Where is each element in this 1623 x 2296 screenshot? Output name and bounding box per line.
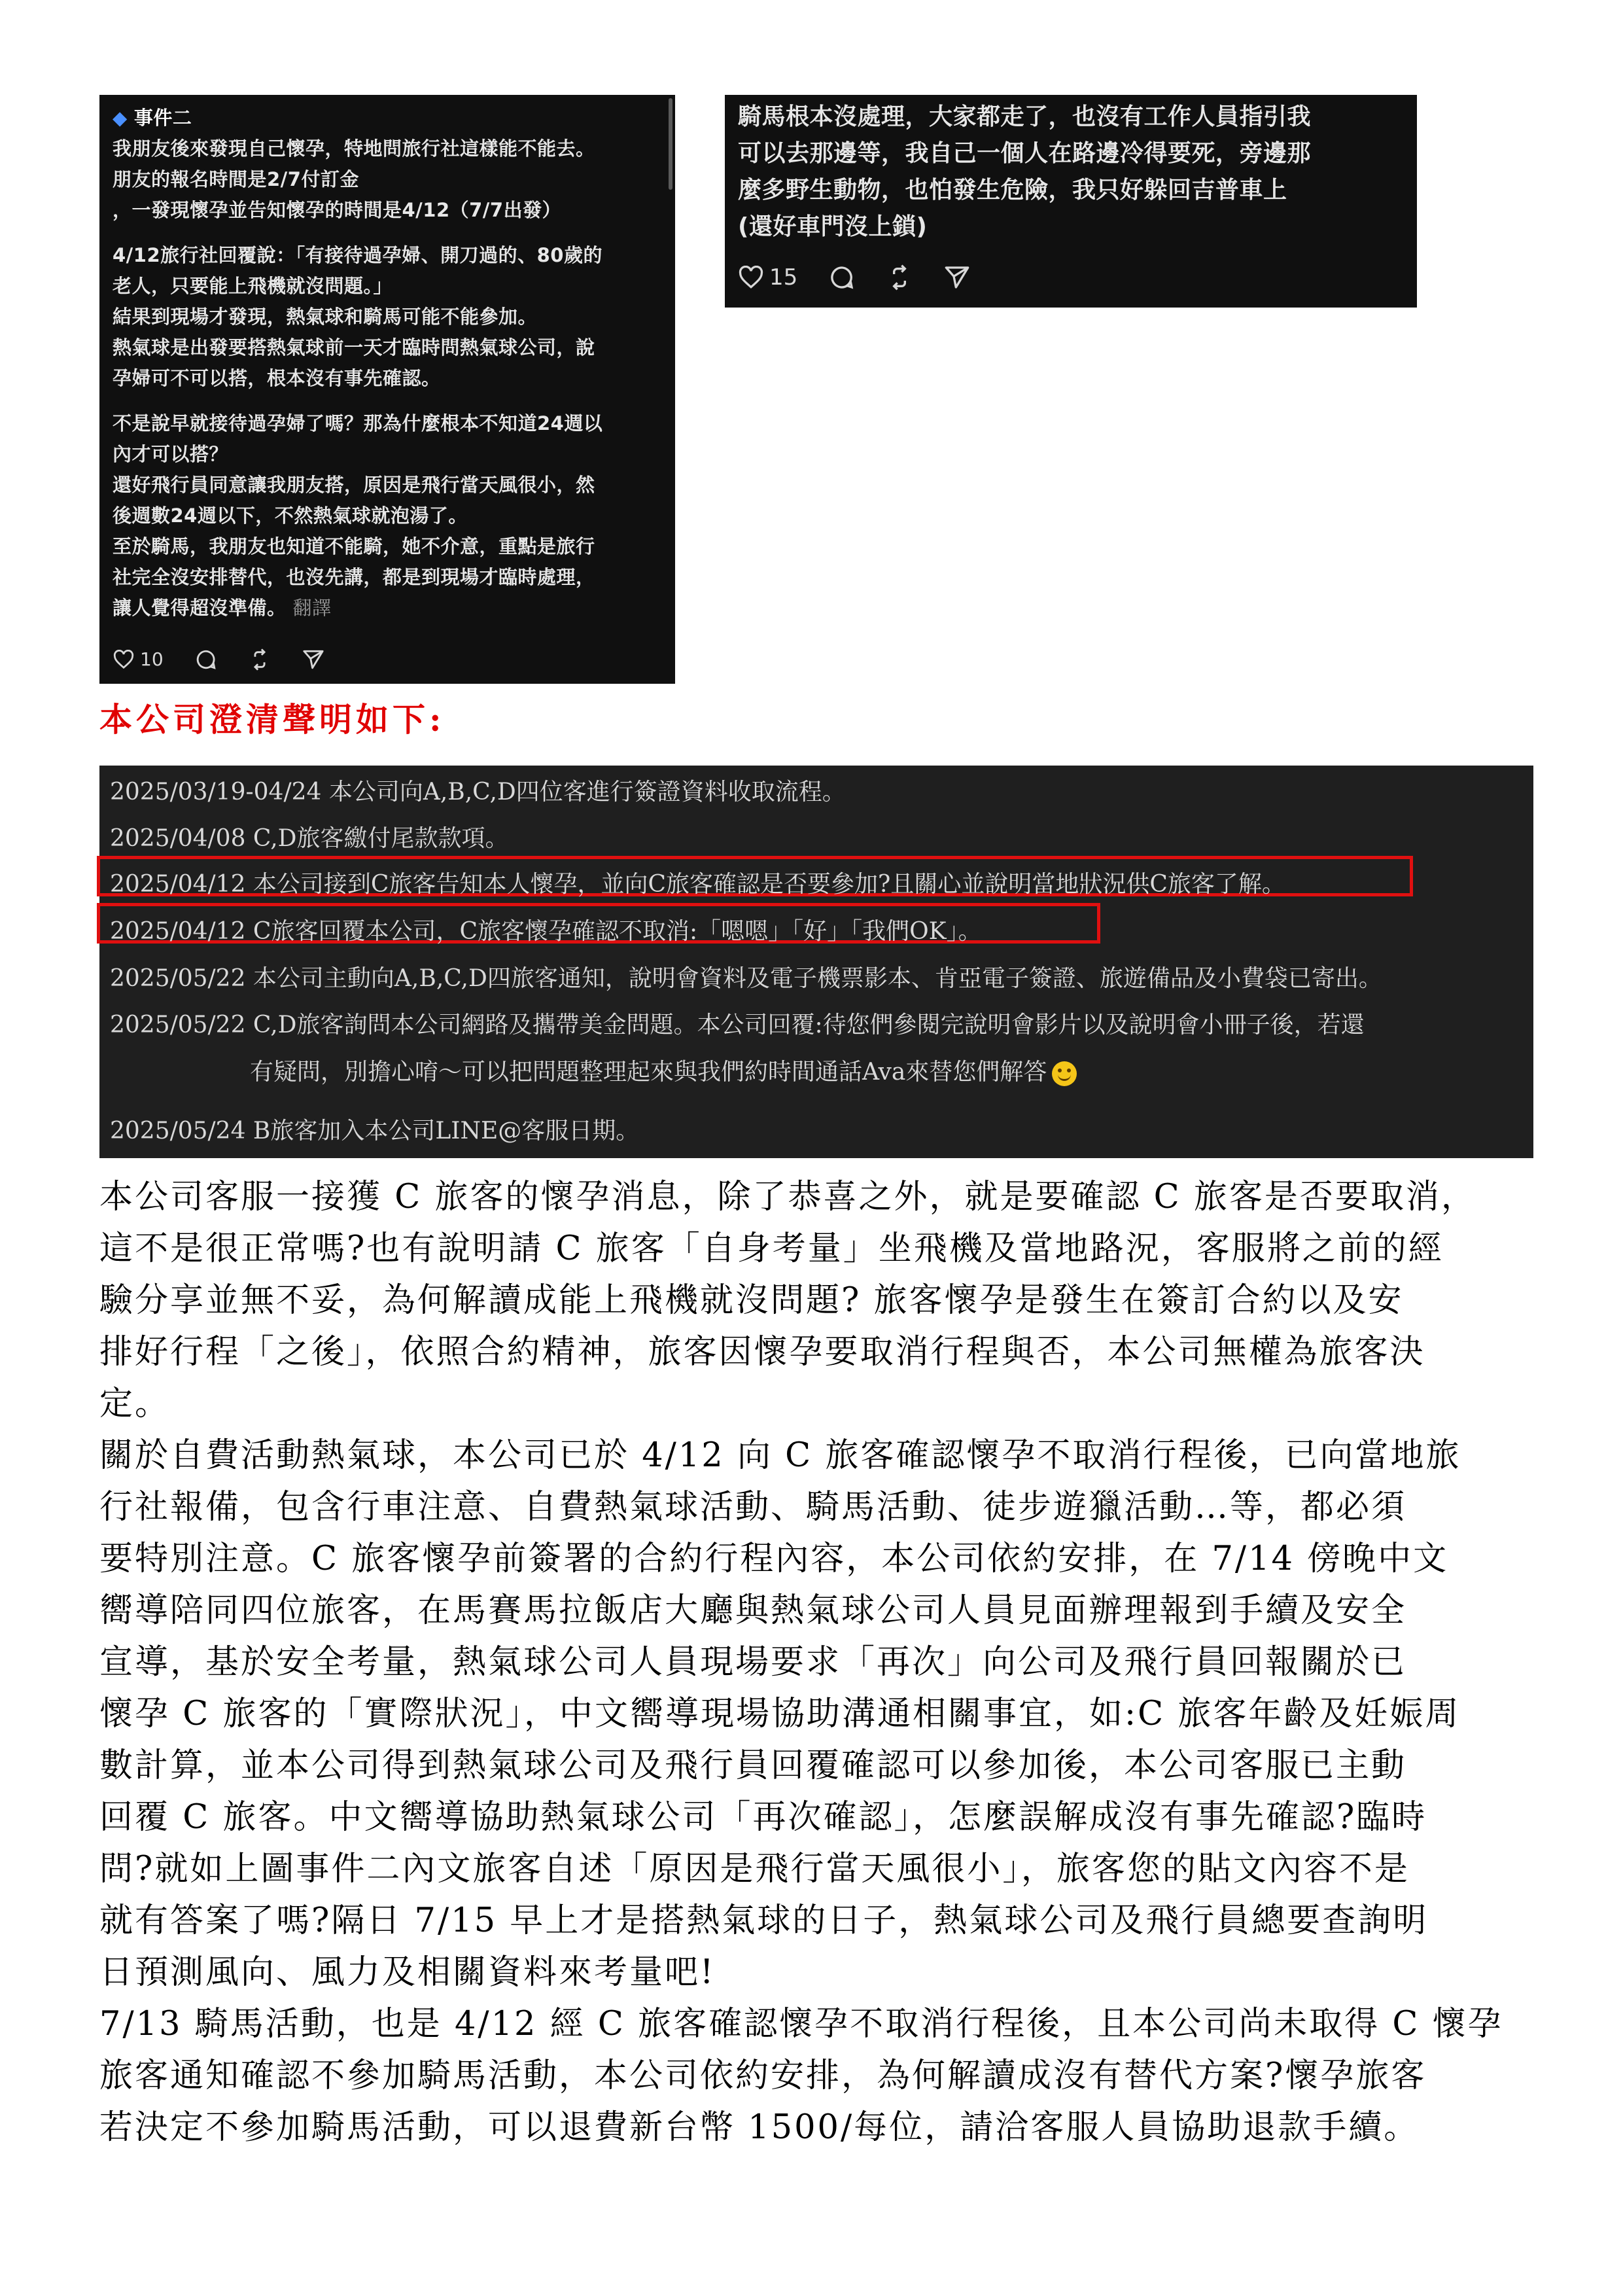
text-line: 日預測風向、風力及相關資料來考量吧! bbox=[99, 1953, 716, 1992]
text-line: 嚮導陪同四位旅客，在馬賽馬拉飯店大廳與熱氣球公司人員見面辦理報到手續及安全 bbox=[99, 1591, 1407, 1630]
share-button[interactable] bbox=[302, 648, 324, 671]
comment-button[interactable] bbox=[829, 264, 855, 291]
post-line: 結果到現場才發現，熱氣球和騎馬可能不能參加。 bbox=[113, 306, 538, 328]
share-icon bbox=[302, 648, 324, 671]
social-post-reply bbox=[725, 95, 1417, 308]
text-line: 懷孕 C 旅客的「實際狀況」，中文嚮導現場協助溝通相關事宜，如:C 旅客年齡及妊娠周 bbox=[99, 1695, 1461, 1733]
text-line: 7/13 騎馬活動，也是 4/12 經 C 旅客確認懷孕不取消行程後，且本公司尚未取得 C 懷孕 bbox=[99, 2005, 1503, 2043]
timeline-entry: 2025/05/22 C,D旅客詢問本公司網路及攜帶美金問題。本公司回覆:待您們參閱完說明會影片以及說明會小冊子後，若還 bbox=[110, 1012, 1365, 1038]
comment-icon bbox=[829, 264, 855, 291]
post-line: 熱氣球是出發要搭熱氣球前一天才臨時問熱氣球公司，說 bbox=[113, 336, 595, 359]
text-line: 定。 bbox=[99, 1385, 171, 1423]
timeline-entry: 2025/04/08 C,D旅客繳付尾款款項。 bbox=[110, 825, 509, 852]
paragraph-2 bbox=[99, 1430, 1535, 1998]
text-line: 行社報備，包含行車注意、自費熱氣球活動、騎馬活動、徒步遊獵活動…等，都必須 bbox=[99, 1488, 1407, 1527]
post-line: 可以去那邊等，我自己一個人在路邊冷得要死，旁邊那 bbox=[738, 140, 1312, 167]
text-line: 旅客通知確認不參加騎馬活動，本公司依約安排，為何解讀成沒有替代方案?懷孕旅客 bbox=[99, 2057, 1427, 2095]
post-line: 4/12旅行社回覆說：「有接待過孕婦、開刀過的、80歲的 bbox=[113, 244, 602, 266]
text-line: 這不是很正常嗎?也有說明請 C 旅客「自身考量」坐飛機及當地路況，客服將之前的經 bbox=[99, 1229, 1444, 1268]
translate-link[interactable]: 翻譯 bbox=[292, 597, 332, 619]
statement-body bbox=[99, 1171, 1535, 2153]
repost-icon bbox=[886, 264, 913, 291]
post-line: 麼多野生動物，也怕發生危險，我只好躲回吉普車上 bbox=[738, 177, 1287, 203]
text-line: 要特別注意。C 旅客懷孕前簽署的合約行程內容，本公司依約安排，在 7/14 傍晚中文 bbox=[99, 1540, 1449, 1578]
post-line: 還好飛行員同意讓我朋友搭，原因是飛行當天風很小，然 bbox=[113, 474, 595, 496]
text-line: 宣導，基於安全考量，熱氣球公司人員現場要求「再次」向公司及飛行員回報關於已 bbox=[99, 1643, 1407, 1682]
post-line: 朋友的報名時間是2/7付訂金 bbox=[113, 168, 359, 190]
text-line: 就有答案了嗎?隔日 7/15 早上才是搭熱氣球的日子，熱氣球公司及飛行員總要查詢明 bbox=[99, 1901, 1429, 1940]
post-line-title: ◆ 事件二 bbox=[113, 107, 192, 129]
post-line-last: 讓人覺得超沒準備。 翻譯 bbox=[113, 597, 332, 619]
timeline-entry: 2025/05/22 本公司主動向A,B,C,D四旅客通知，說明會資料及電子機票影本、肯亞電子簽證、旅遊備品及小費袋已寄出。 bbox=[110, 965, 1382, 992]
post-actions bbox=[113, 644, 324, 675]
text-line: 問?就如上圖事件二內文旅客自述「原因是飛行當天風很小」，旅客您的貼文內容不是 bbox=[99, 1850, 1410, 1888]
diamond-icon: ◆ bbox=[113, 107, 128, 129]
heart-icon bbox=[738, 266, 764, 289]
post-line: 至於騎馬，我朋友也知道不能騎，她不介意，重點是旅行 bbox=[113, 535, 595, 557]
share-icon bbox=[944, 264, 970, 291]
text-line: 若決定不參加騎馬活動，可以退費新台幣 1500/每位，請洽客服人員協助退款手續。 bbox=[99, 2108, 1420, 2147]
post-line: 社完全沒安排替代，也沒先講，都是到現場才臨時處理， bbox=[113, 566, 595, 588]
text-line: 本公司客服一接獲 C 旅客的懷孕消息，除了恭喜之外，就是要確認 C 旅客是否要取消， bbox=[99, 1178, 1476, 1216]
repost-button[interactable] bbox=[249, 648, 271, 671]
post-line: ，一發現懷孕並告知懷孕的時間是4/12（7/7出發） bbox=[113, 199, 562, 221]
text-line: 排好行程「之後」，依照合約精神，旅客因懷孕要取消行程與否，本公司無權為旅客決 bbox=[99, 1333, 1425, 1371]
text-line: 關於自費活動熱氣球，本公司已於 4/12 向 C 旅客確認懷孕不取消行程後，已向當地旅 bbox=[99, 1436, 1461, 1475]
share-button[interactable] bbox=[944, 264, 970, 291]
post-line: 不是說早就接待過孕婦了嗎？那為什麼根本不知道24週以 bbox=[113, 412, 603, 434]
timeline-screenshot bbox=[99, 766, 1533, 1158]
post-line: 孕婦可不可以搭，根本沒有事先確認。 bbox=[113, 367, 441, 389]
post-actions bbox=[738, 259, 970, 296]
text-line: 數計算，並本公司得到熱氣球公司及飛行員回覆確認可以參加後，本公司客服已主動 bbox=[99, 1746, 1407, 1785]
like-button[interactable] bbox=[113, 644, 164, 675]
post-line: 騎馬根本沒處理，大家都走了，也沒有工作人員指引我 bbox=[738, 103, 1312, 130]
text-line: 驗分享並無不妥，為何解讀成能上飛機就沒問題? 旅客懷孕是發生在簽訂合約以及安 bbox=[99, 1281, 1404, 1320]
like-button[interactable] bbox=[738, 259, 797, 296]
paragraph-1 bbox=[99, 1171, 1535, 1430]
social-post-event-two bbox=[99, 95, 675, 684]
post-line: 老人，只要能上飛機就沒問題。」 bbox=[113, 275, 393, 297]
paragraph-3 bbox=[99, 1998, 1535, 2153]
timeline-entry: 2025/05/24 B旅客加入本公司LINE@客服日期。 bbox=[110, 1118, 640, 1144]
post-line: 內才可以搭？ bbox=[113, 443, 229, 465]
smile-emoji-icon bbox=[1052, 1061, 1077, 1086]
post-line: 我朋友後來發現自己懷孕，特地問旅行社這樣能不能去。 bbox=[113, 137, 595, 160]
timeline-entry-continued: 有疑問，別擔心唷～可以把問題整理起來與我們約時間通話Ava來替您們解答 bbox=[250, 1053, 1077, 1087]
like-count: 15 bbox=[769, 264, 798, 291]
timeline-entry: 2025/03/19-04/24 本公司向A,B,C,D四位客進行簽證資料收取流程。 bbox=[110, 779, 846, 805]
text-line: 回覆 C 旅客。中文嚮導協助熱氣球公司「再次確認」，怎麼誤解成沒有事先確認?臨時 bbox=[99, 1798, 1427, 1837]
comment-button[interactable] bbox=[195, 648, 217, 671]
like-count: 10 bbox=[140, 648, 164, 670]
comment-icon bbox=[195, 648, 217, 671]
repost-button[interactable] bbox=[886, 264, 913, 291]
heart-icon bbox=[113, 650, 135, 669]
post-line: 後週數24週以下，不然熱氣球就泡湯了。 bbox=[113, 504, 468, 527]
clarification-heading: 本公司澄清聲明如下: bbox=[99, 700, 445, 739]
post-line: (還好車門沒上鎖) bbox=[738, 213, 928, 240]
timeline-entry: 2025/04/12 本公司接到C旅客告知本人懷孕，並向C旅客確認是否要參加?且關心並說明當地狀況供C旅客了解。 bbox=[110, 871, 1285, 898]
repost-icon bbox=[249, 648, 271, 671]
scrollbar[interactable] bbox=[669, 98, 672, 190]
timeline-entry: 2025/04/12 C旅客回覆本公司，C旅客懷孕確認不取消:「嗯嗯」「好」「我們OK」。 bbox=[110, 918, 982, 945]
